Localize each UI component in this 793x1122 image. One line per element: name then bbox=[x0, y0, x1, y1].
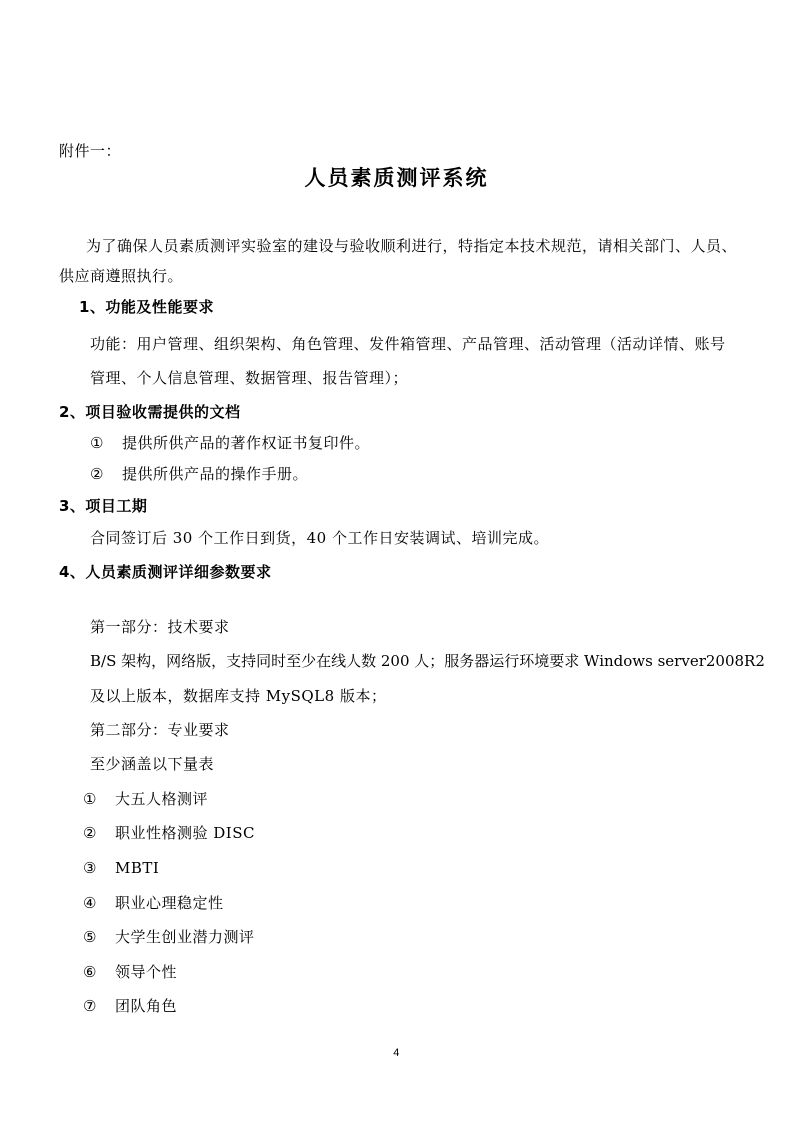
item-number: ② bbox=[90, 465, 104, 483]
scale-item-7 bbox=[83, 996, 177, 1016]
section-1-line-2: 管理、个人信息管理、数据管理、报告管理）； bbox=[90, 369, 409, 387]
part-1-line-1: B/S 架构，网络版，支持同时至少在线人数 200 人；服务器运行环境要求 Windows server2008R2 bbox=[90, 652, 765, 670]
scale-item-4 bbox=[83, 893, 224, 913]
part-1-line-2: 及以上版本，数据库支持 MySQL8 版本； bbox=[90, 687, 387, 705]
item-text: 职业心理稳定性 bbox=[115, 894, 224, 912]
item-text: 提供所供产品的著作权证书复印件。 bbox=[122, 434, 371, 452]
section-3-text: 合同签订后 30 个工作日到货，40 个工作日安装调试、培训完成。 bbox=[90, 529, 549, 547]
scale-item-1 bbox=[83, 789, 208, 809]
part-2-intro: 至少涵盖以下量表 bbox=[90, 755, 215, 773]
attachment-label: 附件一： bbox=[59, 142, 122, 160]
section-3-heading: 3、项目工期 bbox=[59, 497, 148, 515]
item-text: 提供所供产品的操作手册。 bbox=[122, 465, 309, 483]
page-number: 4 bbox=[393, 1047, 400, 1059]
item-text: 团队角色 bbox=[115, 997, 178, 1015]
intro-line-2: 供应商遵照执行。 bbox=[59, 267, 184, 285]
item-text: 领导个性 bbox=[115, 963, 178, 981]
part-2-title: 第二部分：专业要求 bbox=[90, 721, 230, 739]
section-1-heading: 1、功能及性能要求 bbox=[79, 298, 214, 316]
item-text: 职业性格测验 DISC bbox=[115, 824, 255, 842]
item-text: MBTI bbox=[115, 859, 160, 877]
section-4-heading: 4、人员素质测评详细参数要求 bbox=[59, 563, 272, 581]
item-text: 大五人格测评 bbox=[115, 790, 209, 808]
scale-item-5 bbox=[83, 927, 255, 947]
section-1-line-1: 功能：用户管理、组织架构、角色管理、发件箱管理、产品管理、活动管理（活动详情、账号 bbox=[90, 335, 726, 353]
section-2-heading: 2、项目验收需提供的文档 bbox=[59, 403, 241, 421]
item-number: ⑥ bbox=[83, 963, 97, 981]
scale-item-3 bbox=[83, 858, 159, 878]
item-number: ⑤ bbox=[83, 928, 97, 946]
item-number: ③ bbox=[83, 859, 97, 877]
item-number: ④ bbox=[83, 894, 97, 912]
item-number: ② bbox=[83, 824, 97, 842]
intro-line-1: 为了确保人员素质测评实验室的建设与验收顺利进行，特指定本技术规范，请相关部门、人员、 bbox=[86, 237, 738, 255]
item-number: ⑦ bbox=[83, 997, 97, 1015]
section-2-item-1 bbox=[90, 433, 370, 453]
page-title: 人员素质测评系统 bbox=[304, 166, 489, 190]
scale-item-6 bbox=[83, 962, 177, 982]
section-2-item-2 bbox=[90, 464, 308, 484]
item-number: ① bbox=[83, 790, 97, 808]
scale-item-2 bbox=[83, 823, 255, 843]
part-1-title: 第一部分：技术要求 bbox=[90, 618, 230, 636]
item-number: ① bbox=[90, 434, 104, 452]
item-text: 大学生创业潜力测评 bbox=[115, 928, 255, 946]
